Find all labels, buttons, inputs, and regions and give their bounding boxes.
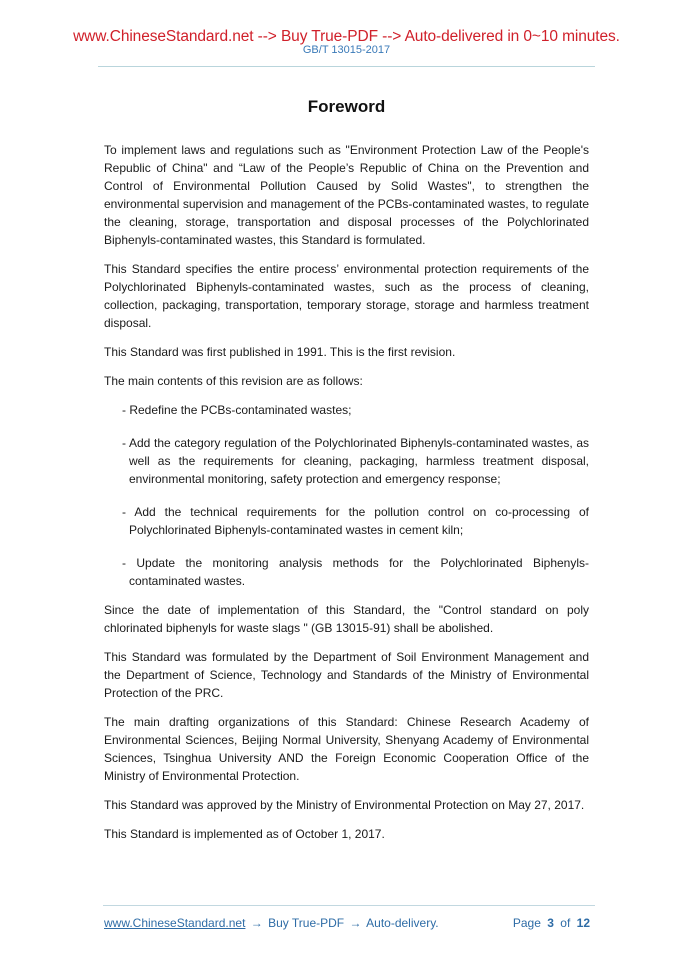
paragraph-history: This Standard was first published in 1991. This is the first revision. [104, 345, 456, 359]
paragraph-implementation: This Standard is implemented as of October 1, 2017. [104, 827, 385, 841]
paragraph-approval: This Standard was approved by the Ministry of Environmental Protection on May 27, 2017. [104, 798, 585, 812]
document-code: GB/T 13015-2017 [302, 44, 391, 56]
footer-promo [104, 915, 439, 931]
document-body [104, 141, 589, 854]
list-item: - Redefine the PCBs-contaminated wastes; [122, 403, 352, 417]
paragraph-drafting-orgs: The main drafting organizations of this Standard: Chinese Research Academy of Environmental Sciences, Beijing Normal University, Shenyang Academy of Environmental Sciences, Tsinghua University AND the Foreign Economic Cooperation Office of the Ministry of Environmental Protection. [104, 715, 589, 783]
paragraph-formulated-by: This Standard was formulated by the Department of Soil Environment Management and the Department of Science, Technology and Standards of the Ministry of Environmental Protection of the PRC. [104, 650, 589, 700]
arrow-right-icon: → [349, 916, 362, 930]
page-indicator [513, 915, 593, 931]
list-item: - Add the technical requirements for the pollution control on co-processing of Polychlorinated Biphenyls-contaminated wastes in cement kiln; [122, 505, 589, 537]
page-title: Foreword [307, 97, 386, 116]
paragraph-purpose: To implement laws and regulations such as "Environment Protection Law of the People's Republic of China" and “Law of the People’s Republic of China on the Prevention and Control of Environmental Pollution Caused by Solid Wastes", to strengthen the environmental supervision and management of the PCBs-contaminated wastes, to regulate the cleaning, storage, transportation and disposal processes of the Polychlorinated Biphenyls-contaminated wastes, this Standard is formulated. [104, 143, 589, 247]
footer-divider [103, 905, 595, 906]
of-label: of [560, 916, 571, 930]
current-page-number: 3 [547, 916, 554, 930]
footer-site-link[interactable]: www.ChineseStandard.net [104, 916, 246, 930]
header-divider [98, 66, 595, 67]
page-footer [104, 915, 593, 931]
paragraph-revision-intro: The main contents of this revision are as follows: [104, 374, 363, 388]
paragraph-scope: This Standard specifies the entire process’ environmental protection requirements of the Polychlorinated Biphenyls-contaminated wastes, such as the process of cleaning, collection, packaging, transportation, temporary storage, storage and harmless treatment disposal. [104, 262, 589, 330]
list-item: - Add the category regulation of the Polychlorinated Biphenyls-contaminated wastes, as well as the requirements for cleaning, packaging, harmless treatment disposal, environmental monitoring, safety protection and emergency response; [122, 436, 589, 486]
promo-banner[interactable]: www.ChineseStandard.net --> Buy True-PDF --> Auto-delivered in 0~10 minutes. [73, 28, 620, 45]
list-item: - Update the monitoring analysis methods for the Polychlorinated Biphenyls-contaminated wastes. [122, 556, 589, 588]
footer-delivery-text: Auto-delivery. [366, 916, 439, 930]
page-label: Page [512, 916, 541, 930]
arrow-right-icon: → [250, 916, 263, 930]
revision-list [104, 401, 589, 590]
paragraph-supersedes: Since the date of implementation of this Standard, the "Control standard on poly chlorinated biphenyls for waste slags " (GB 13015-91) shall be abolished. [104, 603, 589, 635]
total-pages-number: 12 [576, 916, 590, 930]
footer-buy-text: Buy True-PDF [268, 916, 345, 930]
